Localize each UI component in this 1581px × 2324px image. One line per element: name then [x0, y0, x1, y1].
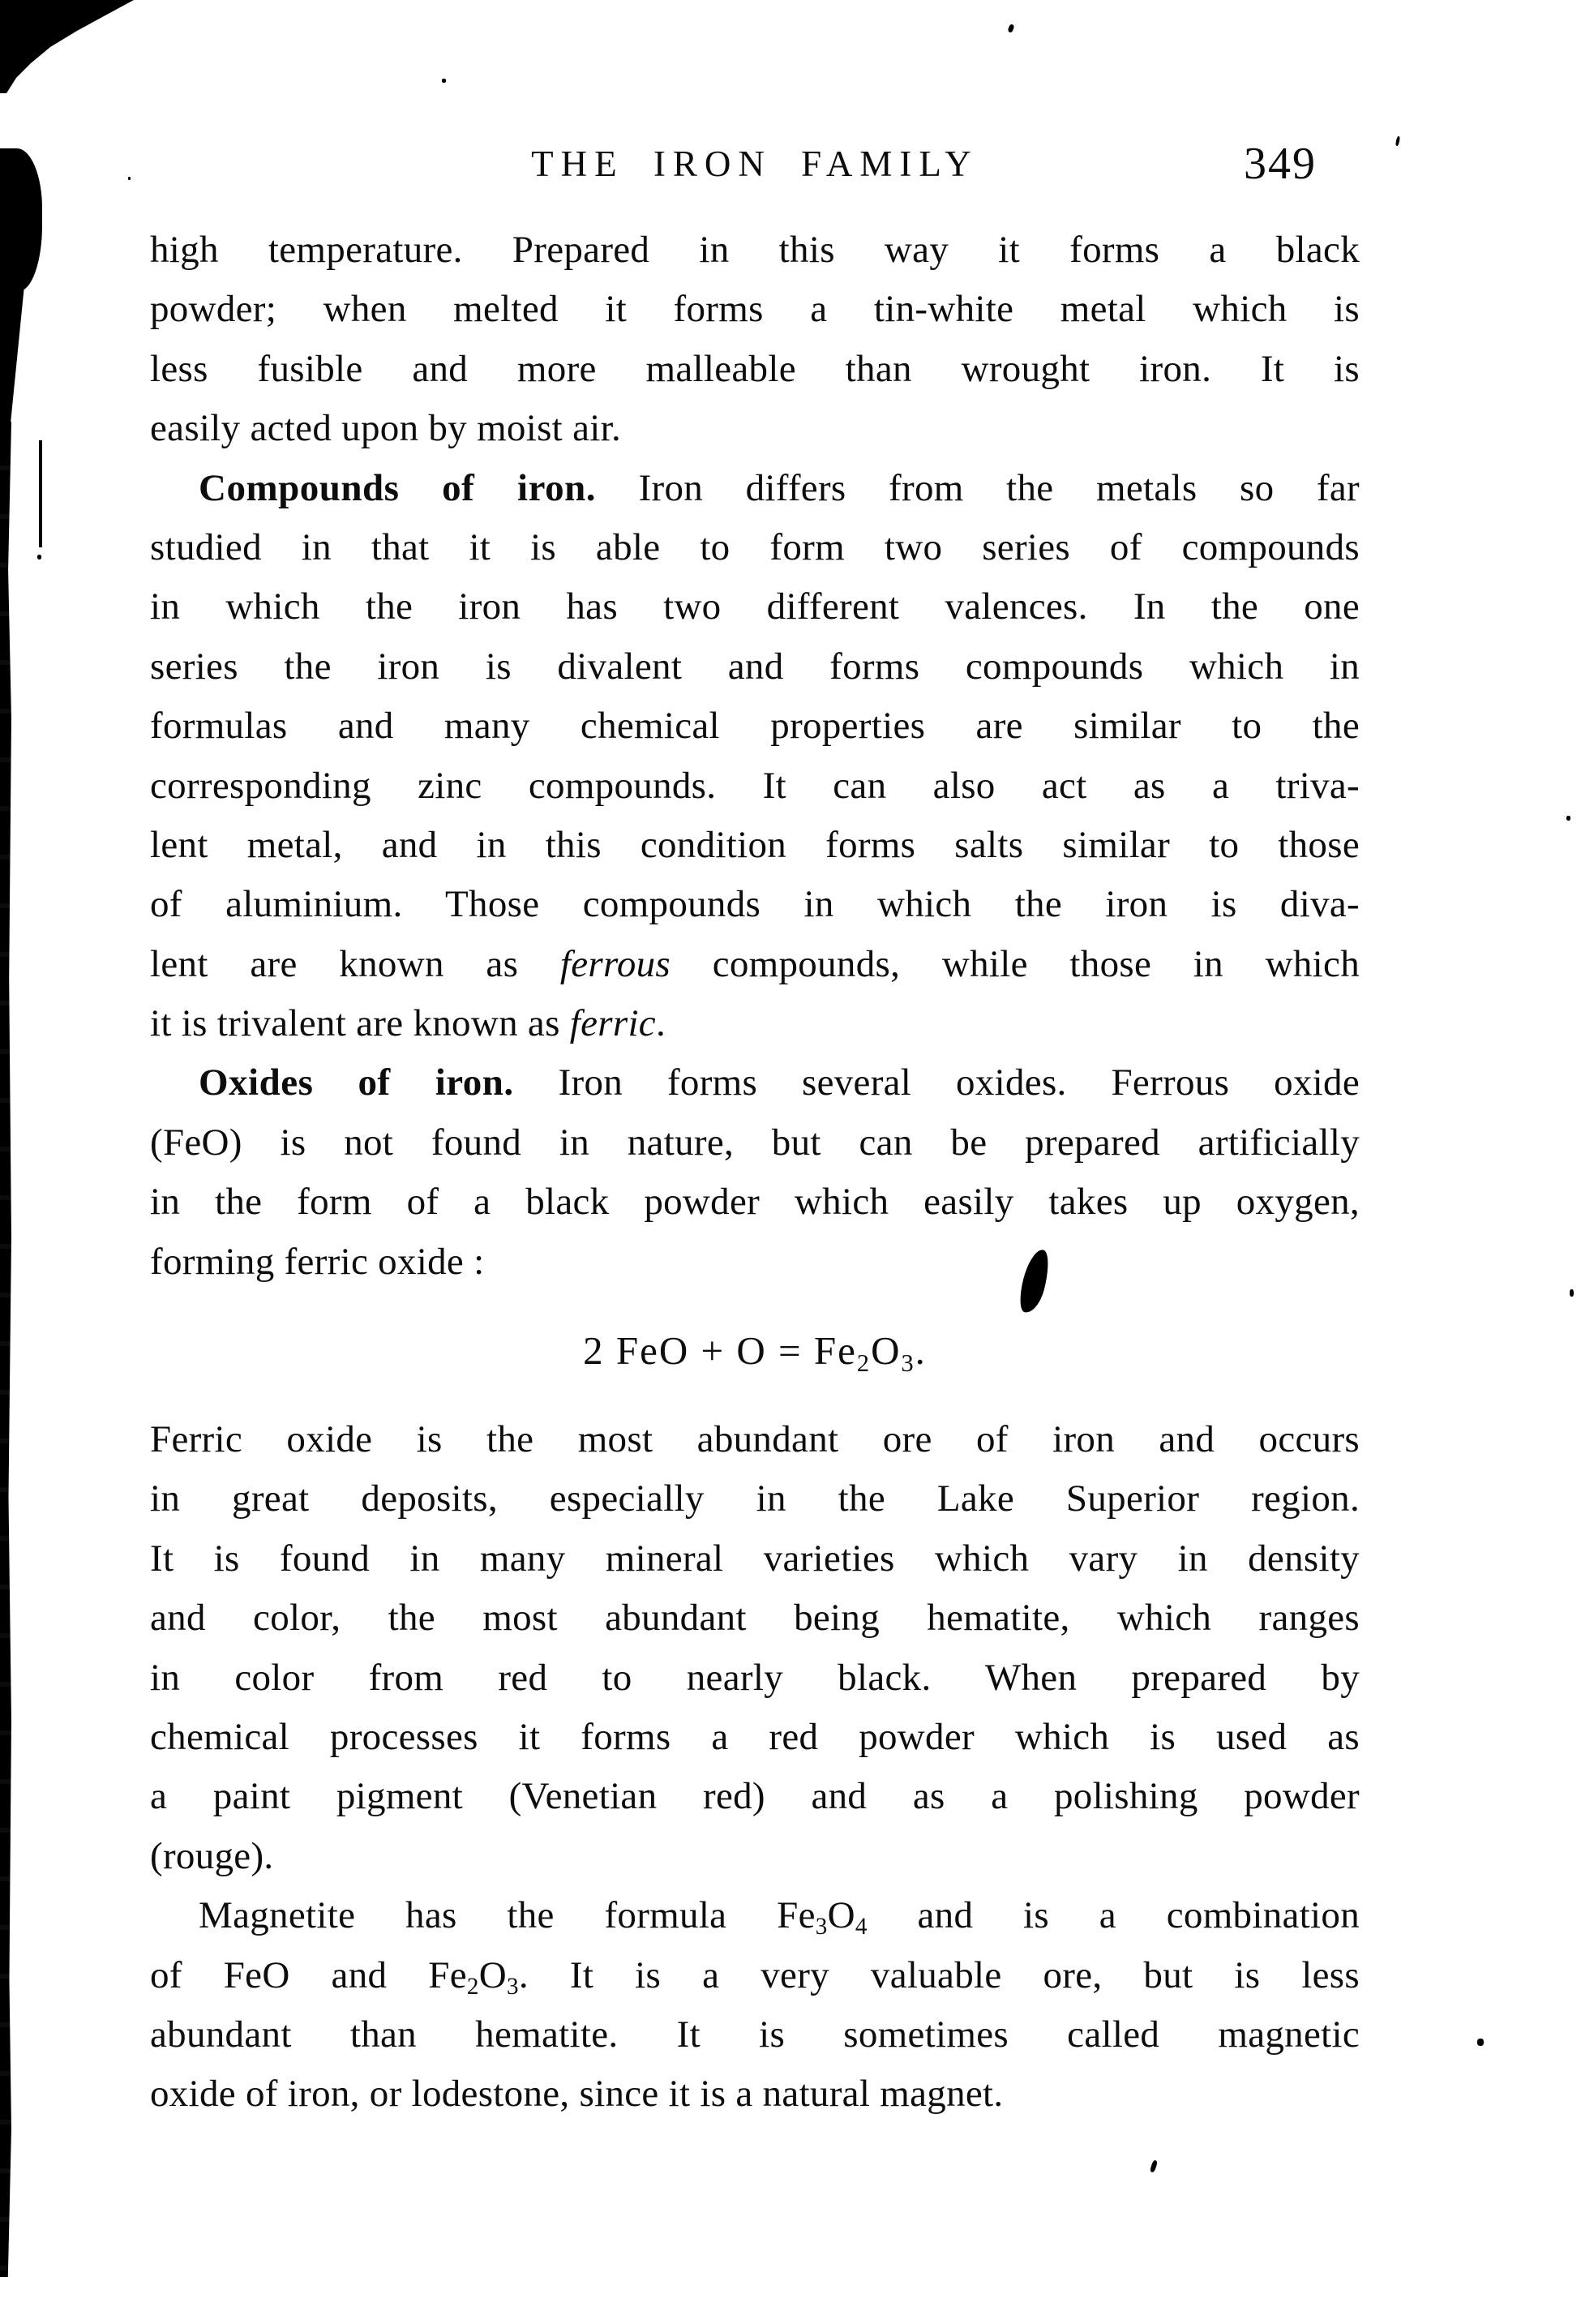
text-segment: O — [871, 1328, 902, 1374]
text-segment: forming ferric oxide : — [150, 1240, 485, 1283]
text-segment: It is found in many mineral varieties which vary in density — [150, 1537, 1360, 1580]
scan-artifact-speck — [37, 555, 41, 560]
text-segment: easily acted upon by moist air. — [150, 407, 622, 450]
text-segment: O — [478, 1953, 507, 1996]
text-line — [150, 1113, 1360, 1173]
text-segment: powder; when melted it forms a tin-white metal which is — [150, 288, 1360, 331]
text-segment: Oxides of iron. — [199, 1061, 514, 1104]
text-line — [150, 637, 1360, 697]
scan-artifact-binding-blob — [0, 148, 42, 291]
text-segment: . — [915, 1328, 927, 1374]
text-line — [150, 1767, 1360, 1826]
text-segment: abundant than hematite. It is sometimes called magnetic — [150, 2013, 1360, 2056]
text-segment: Iron forms several oxides. Ferrous oxide — [513, 1061, 1360, 1104]
scan-artifact-right-edge-dashes — [1576, 1737, 1579, 2324]
scan-artifact-margin-line-dashed — [60, 1547, 63, 2082]
text-line — [150, 280, 1360, 339]
scan-artifact-margin-line-dashed — [58, 451, 62, 547]
text-segment: Magnetite has the formula Fe — [199, 1894, 816, 1937]
text-segment: (FeO) is not found in nature, but can be prepared artificially — [150, 1121, 1360, 1164]
text-line — [150, 1708, 1360, 1767]
text-line — [150, 697, 1360, 756]
scan-artifact-corner-wedge — [0, 0, 134, 93]
text-segment: of FeO and Fe — [150, 1953, 467, 1996]
text-segment: lent are known as — [150, 942, 560, 985]
subscript: 3 — [815, 1914, 828, 1940]
text-segment: chemical processes it forms a red powder which is used as — [150, 1715, 1360, 1758]
text-segment: studied in that it is able to form two series of compounds — [150, 525, 1360, 568]
text-segment: Compounds of iron. — [199, 466, 597, 509]
text-line — [150, 1233, 1360, 1292]
text-line — [150, 994, 1360, 1053]
text-segment: . It is a very valuable ore, but is less — [518, 1953, 1360, 1996]
subscript: 2 — [856, 1349, 872, 1377]
text-line — [150, 518, 1360, 577]
text-segment: series the iron is divalent and forms compounds which in — [150, 645, 1360, 688]
text-line — [150, 1886, 1360, 1945]
text-line — [150, 2065, 1360, 2124]
text-segment: O — [827, 1894, 855, 1937]
text-line — [150, 399, 1360, 458]
text-segment: oxide of iron, or lodestone, since it is a natural magnet. — [150, 2073, 1004, 2116]
text-segment: 2 FeO + O = Fe — [583, 1328, 857, 1374]
text-segment: in which the iron has two different valences. In the one — [150, 585, 1360, 628]
text-line — [150, 221, 1360, 280]
scan-artifact-speck — [1395, 136, 1400, 147]
text-line — [150, 875, 1360, 934]
text-line — [150, 1053, 1360, 1113]
text-segment: compounds, while those in which — [671, 942, 1360, 985]
text-segment: lent metal, and in this condition forms salts similar to those — [150, 823, 1360, 866]
text-segment: ferric — [569, 1002, 656, 1045]
text-line — [150, 1529, 1360, 1589]
subscript: 3 — [901, 1349, 915, 1377]
equation-line — [150, 1292, 1360, 1410]
scan-artifact-speck — [1570, 1289, 1574, 1297]
subscript: 2 — [466, 1973, 479, 2000]
text-line — [150, 757, 1360, 816]
scan-artifact-speck — [128, 177, 131, 180]
text-segment: and is a combination — [867, 1894, 1360, 1937]
text-line — [150, 1469, 1360, 1529]
text-segment: in the form of a black powder which easily takes up oxygen, — [150, 1181, 1360, 1224]
subscript: 3 — [507, 1973, 519, 2000]
scan-artifact-margin-line — [39, 440, 42, 547]
text-line — [150, 2005, 1360, 2065]
text-segment: high temperature. Prepared in this way it forms a black — [150, 229, 1360, 271]
scan-artifact-speck — [1477, 2039, 1484, 2046]
text-segment: corresponding zinc compounds. It can also act as a triva- — [150, 764, 1360, 807]
text-line — [150, 935, 1360, 994]
text-segment: Ferric oxide is the most abundant ore of iron and occurs — [150, 1418, 1360, 1461]
text-segment: ferrous — [559, 942, 671, 985]
text-segment: in great deposits, especially in the Lake Superior region. — [150, 1477, 1360, 1520]
text-line — [150, 459, 1360, 518]
text-segment: less fusible and more malleable than wrought iron. It is — [150, 347, 1360, 390]
text-line — [150, 1649, 1360, 1708]
text-segment: a paint pigment (Venetian red) and as a polishing powder — [150, 1775, 1360, 1818]
text-line — [150, 816, 1360, 875]
text-segment: . — [655, 1002, 666, 1045]
scan-artifact-speck — [1007, 24, 1014, 32]
text-segment: (rouge). — [150, 1834, 274, 1877]
scan-artifact-binding-bar — [0, 422, 11, 2277]
scan-artifact-speck — [442, 79, 446, 83]
text-line — [150, 1946, 1360, 2005]
page-number: 349 — [1244, 139, 1317, 189]
text-line — [150, 577, 1360, 637]
scan-artifact-speck — [1150, 2159, 1158, 2172]
text-line — [150, 340, 1360, 399]
scan-artifact-binding-taper — [0, 285, 24, 431]
text-segment: and color, the most abundant being hematite, which ranges — [150, 1597, 1360, 1640]
scan-artifact-speck — [1566, 816, 1570, 821]
text-segment: it is trivalent are known as — [150, 1002, 570, 1045]
page-body — [150, 221, 1360, 2125]
text-segment: Iron differs from the metals so far — [596, 466, 1360, 509]
text-line — [150, 1827, 1360, 1886]
text-segment: in color from red to nearly black. When prepared by — [150, 1656, 1360, 1699]
text-line — [150, 1410, 1360, 1469]
subscript: 4 — [855, 1914, 868, 1940]
text-line — [150, 1173, 1360, 1232]
text-line — [150, 1589, 1360, 1648]
text-segment: of aluminium. Those compounds in which the iron is diva- — [150, 883, 1360, 926]
running-head-title: THE IRON FAMILY — [531, 144, 979, 184]
text-segment: formulas and many chemical properties are similar to the — [150, 705, 1360, 748]
scan-artifact-margin-line-dashed — [41, 1539, 44, 2081]
